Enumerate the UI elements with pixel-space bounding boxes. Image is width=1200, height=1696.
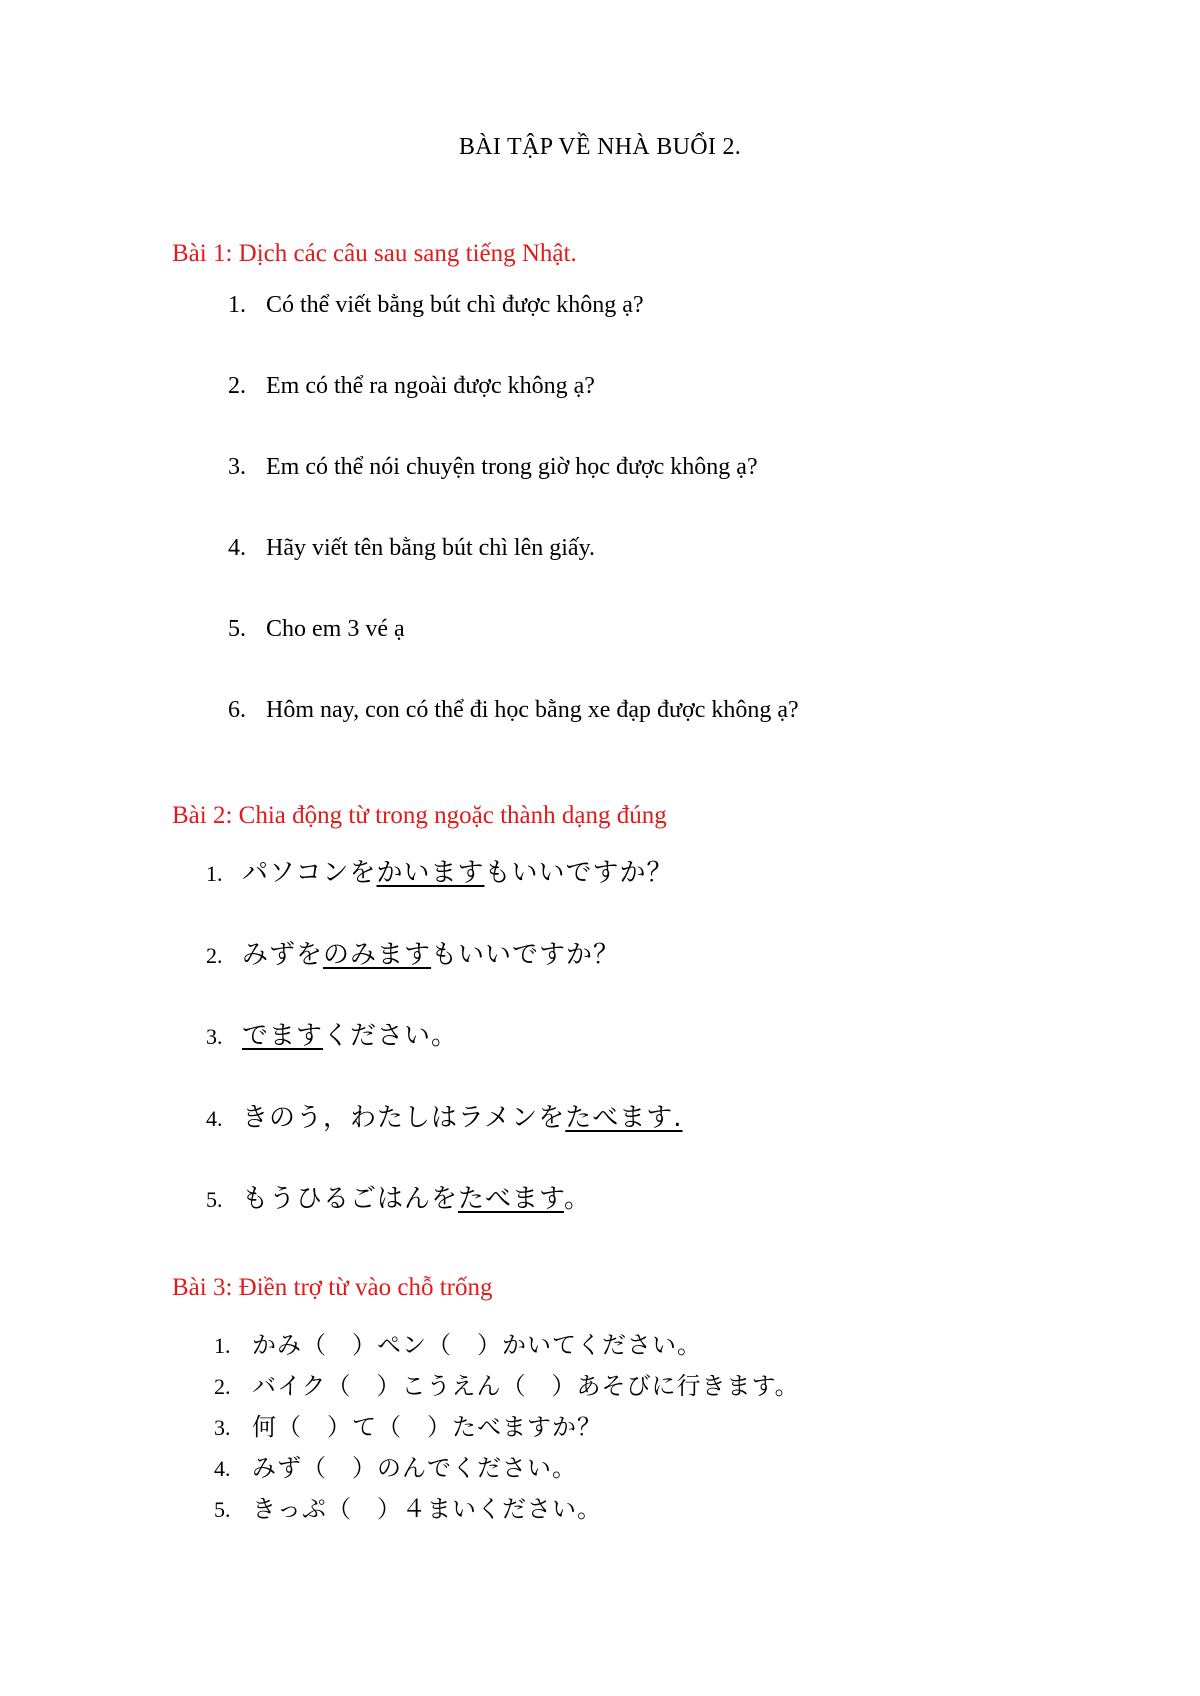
list-item <box>228 697 799 724</box>
underlined-verb: でます <box>242 1021 324 1051</box>
item-text: 何（ ）て（ ）たべますか？ <box>252 1413 602 1441</box>
underlined-verb: かいます <box>376 858 485 888</box>
list-item <box>206 1015 458 1052</box>
item-suffix: ください。 <box>323 1021 459 1051</box>
item-number: 2. <box>214 1374 231 1399</box>
item-number: 2. <box>206 943 223 968</box>
item-text: きっぷ（ ）４まいください。 <box>252 1495 602 1523</box>
item-number: 2. <box>228 373 246 399</box>
item-number: 5. <box>214 1497 231 1522</box>
list-item <box>228 292 644 319</box>
page-title: BÀI TẬP VỀ NHÀ BUỔI 2. <box>458 134 742 160</box>
item-text: Hãy viết tên bằng bút chì lên giấy. <box>266 535 596 561</box>
list-item <box>206 1097 683 1134</box>
item-number: 1. <box>228 292 246 318</box>
item-text: Có thể viết bằng bút chì được không ạ? <box>266 292 644 318</box>
item-number: 5. <box>228 616 246 642</box>
list-item <box>214 1448 577 1483</box>
list-item <box>206 852 674 889</box>
list-item <box>214 1407 602 1442</box>
item-number: 1. <box>206 861 223 886</box>
list-item <box>214 1489 602 1524</box>
item-text: バイク（ ）こうえん（ ）あそびに行きます。 <box>252 1372 800 1400</box>
item-number: 4. <box>228 535 246 561</box>
item-prefix: きのう，わたしはラメンを <box>242 1103 566 1133</box>
list-item <box>228 616 405 643</box>
item-number: 4. <box>214 1456 231 1481</box>
item-number: 5. <box>206 1187 223 1212</box>
section-heading-1: Bài 1: Dịch các câu sau sang tiếng Nhật. <box>172 240 577 267</box>
underlined-verb: たべます. <box>565 1103 683 1133</box>
item-prefix: もうひるごはんを <box>242 1184 459 1214</box>
underlined-verb: たべます <box>458 1184 564 1214</box>
list-item <box>206 1178 591 1215</box>
item-number: 3. <box>206 1024 223 1049</box>
item-text: Cho em 3 vé ạ <box>266 616 405 642</box>
list-item <box>228 535 595 562</box>
item-suffix: 。 <box>563 1184 591 1214</box>
item-suffix: もいいですか？ <box>484 858 674 888</box>
item-suffix: もいいですか？ <box>431 940 621 970</box>
item-number: 3. <box>214 1415 231 1440</box>
item-number: 3. <box>228 454 246 480</box>
section-heading-2: Bài 2: Chia động từ trong ngoặc thành dạng đúng <box>172 802 667 829</box>
list-item <box>214 1366 800 1401</box>
item-number: 1. <box>214 1333 231 1358</box>
item-prefix: パソコンを <box>242 858 377 888</box>
item-prefix: みずを <box>242 940 324 970</box>
list-item <box>228 373 595 400</box>
underlined-verb: のみます <box>323 940 432 970</box>
item-number: 6. <box>228 697 246 723</box>
item-text: Em có thể nói chuyện trong giờ học được không ạ? <box>266 454 758 480</box>
item-text: Em có thể ra ngoài được không ạ? <box>266 373 595 399</box>
list-item <box>228 454 758 481</box>
list-item <box>214 1325 702 1360</box>
item-text: Hôm nay, con có thể đi học bằng xe đạp được không ạ? <box>266 697 799 723</box>
list-item <box>206 934 620 971</box>
item-number: 4. <box>206 1106 223 1131</box>
section-heading-3: Bài 3: Điền trợ từ vào chỗ trống <box>172 1274 493 1301</box>
item-text: かみ（ ）ペン（ ）かいてください。 <box>252 1331 702 1359</box>
item-text: みず（ ）のんでください。 <box>252 1454 577 1482</box>
